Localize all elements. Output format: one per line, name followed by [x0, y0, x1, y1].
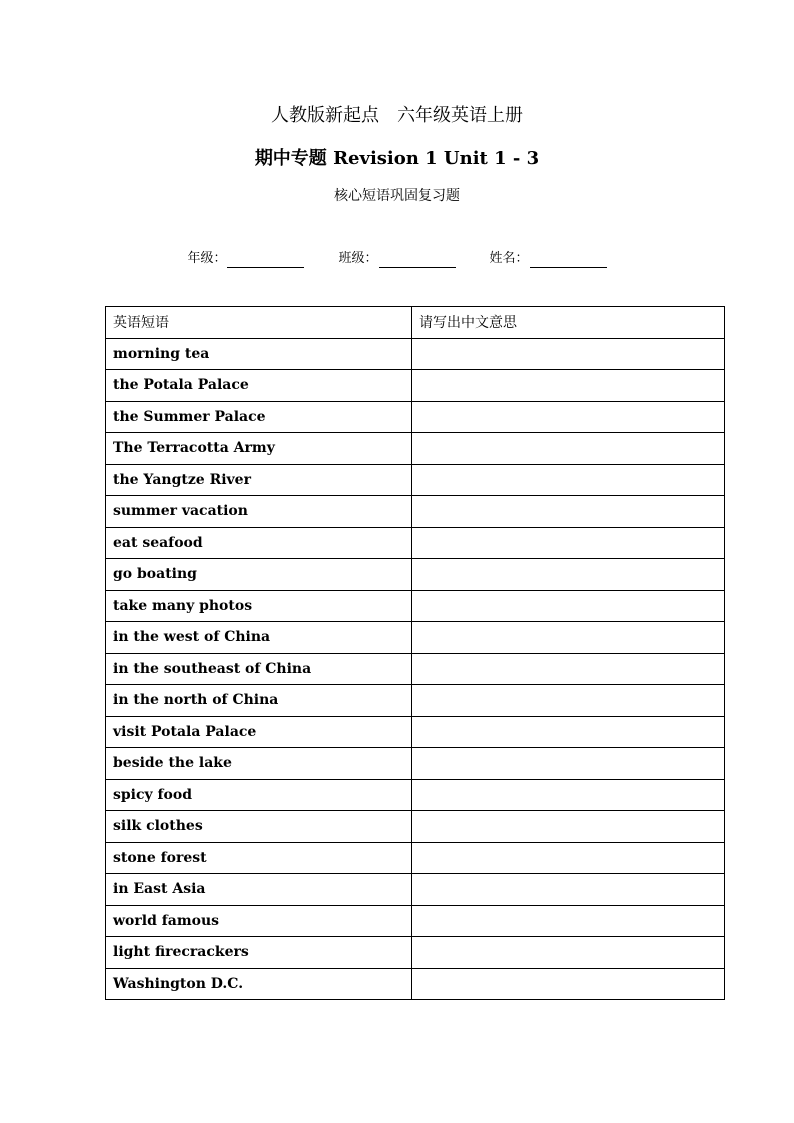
chinese-answer-cell[interactable]: [412, 905, 725, 937]
english-phrase-cell: silk clothes: [106, 811, 412, 843]
table-row: [106, 811, 725, 843]
table-row: [106, 874, 725, 906]
chinese-answer-cell[interactable]: [412, 842, 725, 874]
english-phrase-cell: eat seafood: [106, 527, 412, 559]
english-phrase-cell: spicy food: [106, 779, 412, 811]
table-row: [106, 622, 725, 654]
chinese-answer-cell[interactable]: [412, 338, 725, 370]
header-chinese-meaning: 请写出中文意思: [412, 307, 725, 339]
table-row: [106, 968, 725, 1000]
chinese-answer-cell[interactable]: [412, 559, 725, 591]
header-english-phrase: 英语短语: [106, 307, 412, 339]
chinese-answer-cell[interactable]: [412, 590, 725, 622]
table-row: [106, 590, 725, 622]
english-phrase-cell: morning tea: [106, 338, 412, 370]
grade-label: 年级：: [187, 251, 227, 266]
chinese-answer-cell[interactable]: [412, 811, 725, 843]
table-row: [106, 653, 725, 685]
chinese-answer-cell[interactable]: [412, 622, 725, 654]
document-subtitle: 期中专题 Revision 1 Unit 1 - 3: [254, 148, 540, 169]
table-row: [106, 716, 725, 748]
english-phrase-cell: the Yangtze River: [106, 464, 412, 496]
table-row: [106, 433, 725, 465]
table-row: [106, 842, 725, 874]
name-blank[interactable]: [530, 251, 607, 268]
table-row: [106, 527, 725, 559]
student-info-row: [0, 250, 794, 268]
chinese-answer-cell[interactable]: [412, 748, 725, 780]
chinese-answer-cell[interactable]: [412, 401, 725, 433]
chinese-answer-cell[interactable]: [412, 433, 725, 465]
chinese-answer-cell[interactable]: [412, 968, 725, 1000]
class-label: 班级：: [338, 251, 378, 266]
table-header-row: [106, 307, 725, 339]
chinese-answer-cell[interactable]: [412, 874, 725, 906]
table-row: [106, 370, 725, 402]
english-phrase-cell: in the west of China: [106, 622, 412, 654]
english-phrase-cell: go boating: [106, 559, 412, 591]
chinese-answer-cell[interactable]: [412, 496, 725, 528]
english-phrase-cell: world famous: [106, 905, 412, 937]
table-row: [106, 496, 725, 528]
english-phrase-cell: in the southeast of China: [106, 653, 412, 685]
table-row: [106, 905, 725, 937]
chinese-answer-cell[interactable]: [412, 937, 725, 969]
table-row: [106, 685, 725, 717]
english-phrase-cell: The Terracotta Army: [106, 433, 412, 465]
english-phrase-cell: summer vacation: [106, 496, 412, 528]
class-field: [338, 250, 455, 268]
chinese-answer-cell[interactable]: [412, 716, 725, 748]
chinese-answer-cell[interactable]: [412, 653, 725, 685]
english-phrase-cell: visit Potala Palace: [106, 716, 412, 748]
english-phrase-cell: the Summer Palace: [106, 401, 412, 433]
name-field: [490, 250, 607, 268]
table-row: [106, 559, 725, 591]
grade-field: [187, 250, 304, 268]
english-phrase-cell: the Potala Palace: [106, 370, 412, 402]
table-row: [106, 748, 725, 780]
table-body: [106, 338, 725, 1000]
chinese-answer-cell[interactable]: [412, 685, 725, 717]
table-row: [106, 937, 725, 969]
class-blank[interactable]: [379, 251, 456, 268]
document-caption: 核心短语巩固复习题: [334, 188, 460, 204]
english-phrase-cell: Washington D.C.: [106, 968, 412, 1000]
table-row: [106, 401, 725, 433]
chinese-answer-cell[interactable]: [412, 527, 725, 559]
grade-blank[interactable]: [227, 251, 304, 268]
english-phrase-cell: in East Asia: [106, 874, 412, 906]
table-row: [106, 464, 725, 496]
chinese-answer-cell[interactable]: [412, 464, 725, 496]
english-phrase-cell: stone forest: [106, 842, 412, 874]
english-phrase-cell: take many photos: [106, 590, 412, 622]
chinese-answer-cell[interactable]: [412, 370, 725, 402]
english-phrase-cell: beside the lake: [106, 748, 412, 780]
english-phrase-cell: in the north of China: [106, 685, 412, 717]
english-phrase-cell: light firecrackers: [106, 937, 412, 969]
table-row: [106, 338, 725, 370]
phrase-table: [105, 306, 725, 1000]
table-row: [106, 779, 725, 811]
name-label: 姓名：: [489, 251, 529, 266]
document-title: 人教版新起点 六年级英语上册: [271, 105, 523, 126]
chinese-answer-cell[interactable]: [412, 779, 725, 811]
